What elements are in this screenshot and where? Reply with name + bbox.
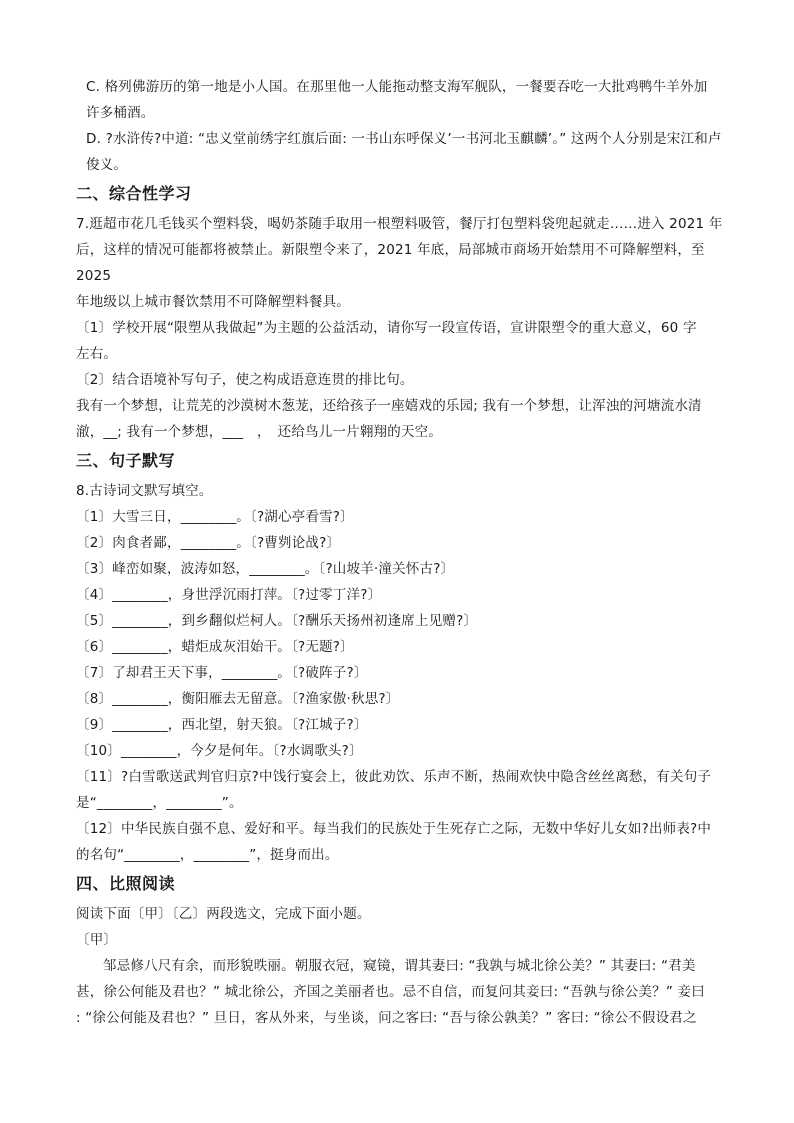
section-heading-3: 三、句子默写 xyxy=(76,451,176,470)
q7-line2: 后，这样的情况可能都将被禁止。新限塑令来了，2021 年底，局部城市商场开始禁用不可降解塑料，至 2025 xyxy=(76,242,705,284)
q8-prompt: 8.古诗词文默写填空。 xyxy=(76,483,213,499)
q7-line1: 7.逛超市花几毛钱买个塑料袋，喝奶茶随手取用一根塑料吸管，餐厅打包塑料袋兜起就走……进入 2021 年 xyxy=(76,216,723,232)
option-c-line2: 许多桶酒。 xyxy=(86,105,155,121)
q12-line2: 的名句“________，________”，挺身而出。 xyxy=(76,847,339,863)
recitation-item: 〔7〕了却君王天下事，________。〔?破阵子?〕 xyxy=(76,665,368,681)
recitation-item: 〔2〕肉食者鄙，________。〔?曹刿论战?〕 xyxy=(76,535,341,551)
option-d-line2: 俊义。 xyxy=(86,157,128,173)
section-heading-4: 四、比照阅读 xyxy=(76,874,176,893)
option-c-line1: C. 格列佛游历的第一地是小人国。在那里他一人能拖动整支海军舰队，一餐要吞吃一大批鸡鸭牛羊外加 xyxy=(86,79,708,95)
q12-line1: 〔12〕中华民族自强不息、爱好和平。每当我们的民族处于生死存亡之际，无数中华好儿女如?出师表?中 xyxy=(76,821,712,837)
passage-line2: 甚，徐公何能及君也？” 城北徐公，齐国之美丽者也。忌不自信，而复问其妾曰: “吾孰与徐公美？” 妾曰 xyxy=(76,984,705,1000)
recitation-item: 〔10〕________，今夕是何年。〔?水调歌头?〕 xyxy=(76,743,363,759)
option-d-line1: D. ?水浒传?中道: “忠义堂前绣字红旗后面: 一书山东呼保义’一书河北玉麒麟’。” 这两个人分别是宋江和卢 xyxy=(86,131,722,147)
recitation-item: 〔8〕________，衡阳雁去无留意。〔?渔家傲·秋思?〕 xyxy=(76,691,400,707)
q7-2-text1: 我有一个梦想，让荒芜的沙漠树木葱茏，还给孩子一座嬉戏的乐园; 我有一个梦想，让浑浊的河塘流水清 xyxy=(76,398,702,414)
q11-line1: 〔11〕?白雪歌送武判官归京?中饯行宴会上，彼此劝饮、乐声不断，热闹欢快中隐含丝丝离愁，有关句子 xyxy=(76,769,712,785)
passage-line3: : “徐公何能及君也？” 旦日，客从外来，与坐谈，问之客曰: “吾与徐公孰美？” 客曰: “徐公不假设君之 xyxy=(76,1010,697,1026)
q7-1-line2: 左右。 xyxy=(76,346,118,362)
reading-intro: 阅读下面〔甲〕〔乙〕两段选文，完成下面小题。 xyxy=(76,906,371,922)
recitation-item: 〔1〕大雪三日，________。〔?湖心亭看雪?〕 xyxy=(76,509,354,525)
passage-jia-label: 〔甲〕 xyxy=(76,932,118,948)
passage-line1: 邹忌修八尺有余，而形貌昳丽。朝服衣冠，窥镜，谓其妻曰: “我孰与城北徐公美？” 其妻曰: “君美 xyxy=(103,958,696,974)
document-content xyxy=(76,74,726,1031)
q7-2: 〔2〕结合语境补写句子，使之构成语意连贯的排比句。 xyxy=(76,372,414,388)
recitation-item: 〔9〕________，西北望，射天狼。〔?江城子?〕 xyxy=(76,717,368,733)
recitation-item: 〔3〕峰峦如聚，波涛如怒，________。〔?山坡羊·潼关怀古?〕 xyxy=(76,561,455,577)
q11-line2: 是“________，________”。 xyxy=(76,795,243,811)
q7-line3: 年地级以上城市餐饮禁用不可降解塑料餐具。 xyxy=(76,294,350,310)
recitation-item: 〔5〕________，到乡翻似烂柯人。〔?酬乐天扬州初逢席上见赠?〕 xyxy=(76,613,478,629)
section-heading-2: 二、综合性学习 xyxy=(76,184,192,203)
recitation-item: 〔4〕________，身世浮沉雨打萍。〔?过零丁洋?〕 xyxy=(76,587,382,603)
q7-2-text2: 澈，__; 我有一个梦想，___ ， 还给鸟儿一片翱翔的天空。 xyxy=(76,424,443,440)
recitation-item: 〔6〕________，蜡炬成灰泪始干。〔?无题?〕 xyxy=(76,639,354,655)
q7-1-line1: 〔1〕学校开展“限塑从我做起”为主题的公益活动，请你写一段宣传语，宣讲限塑令的重大意义，60 字 xyxy=(76,320,697,336)
